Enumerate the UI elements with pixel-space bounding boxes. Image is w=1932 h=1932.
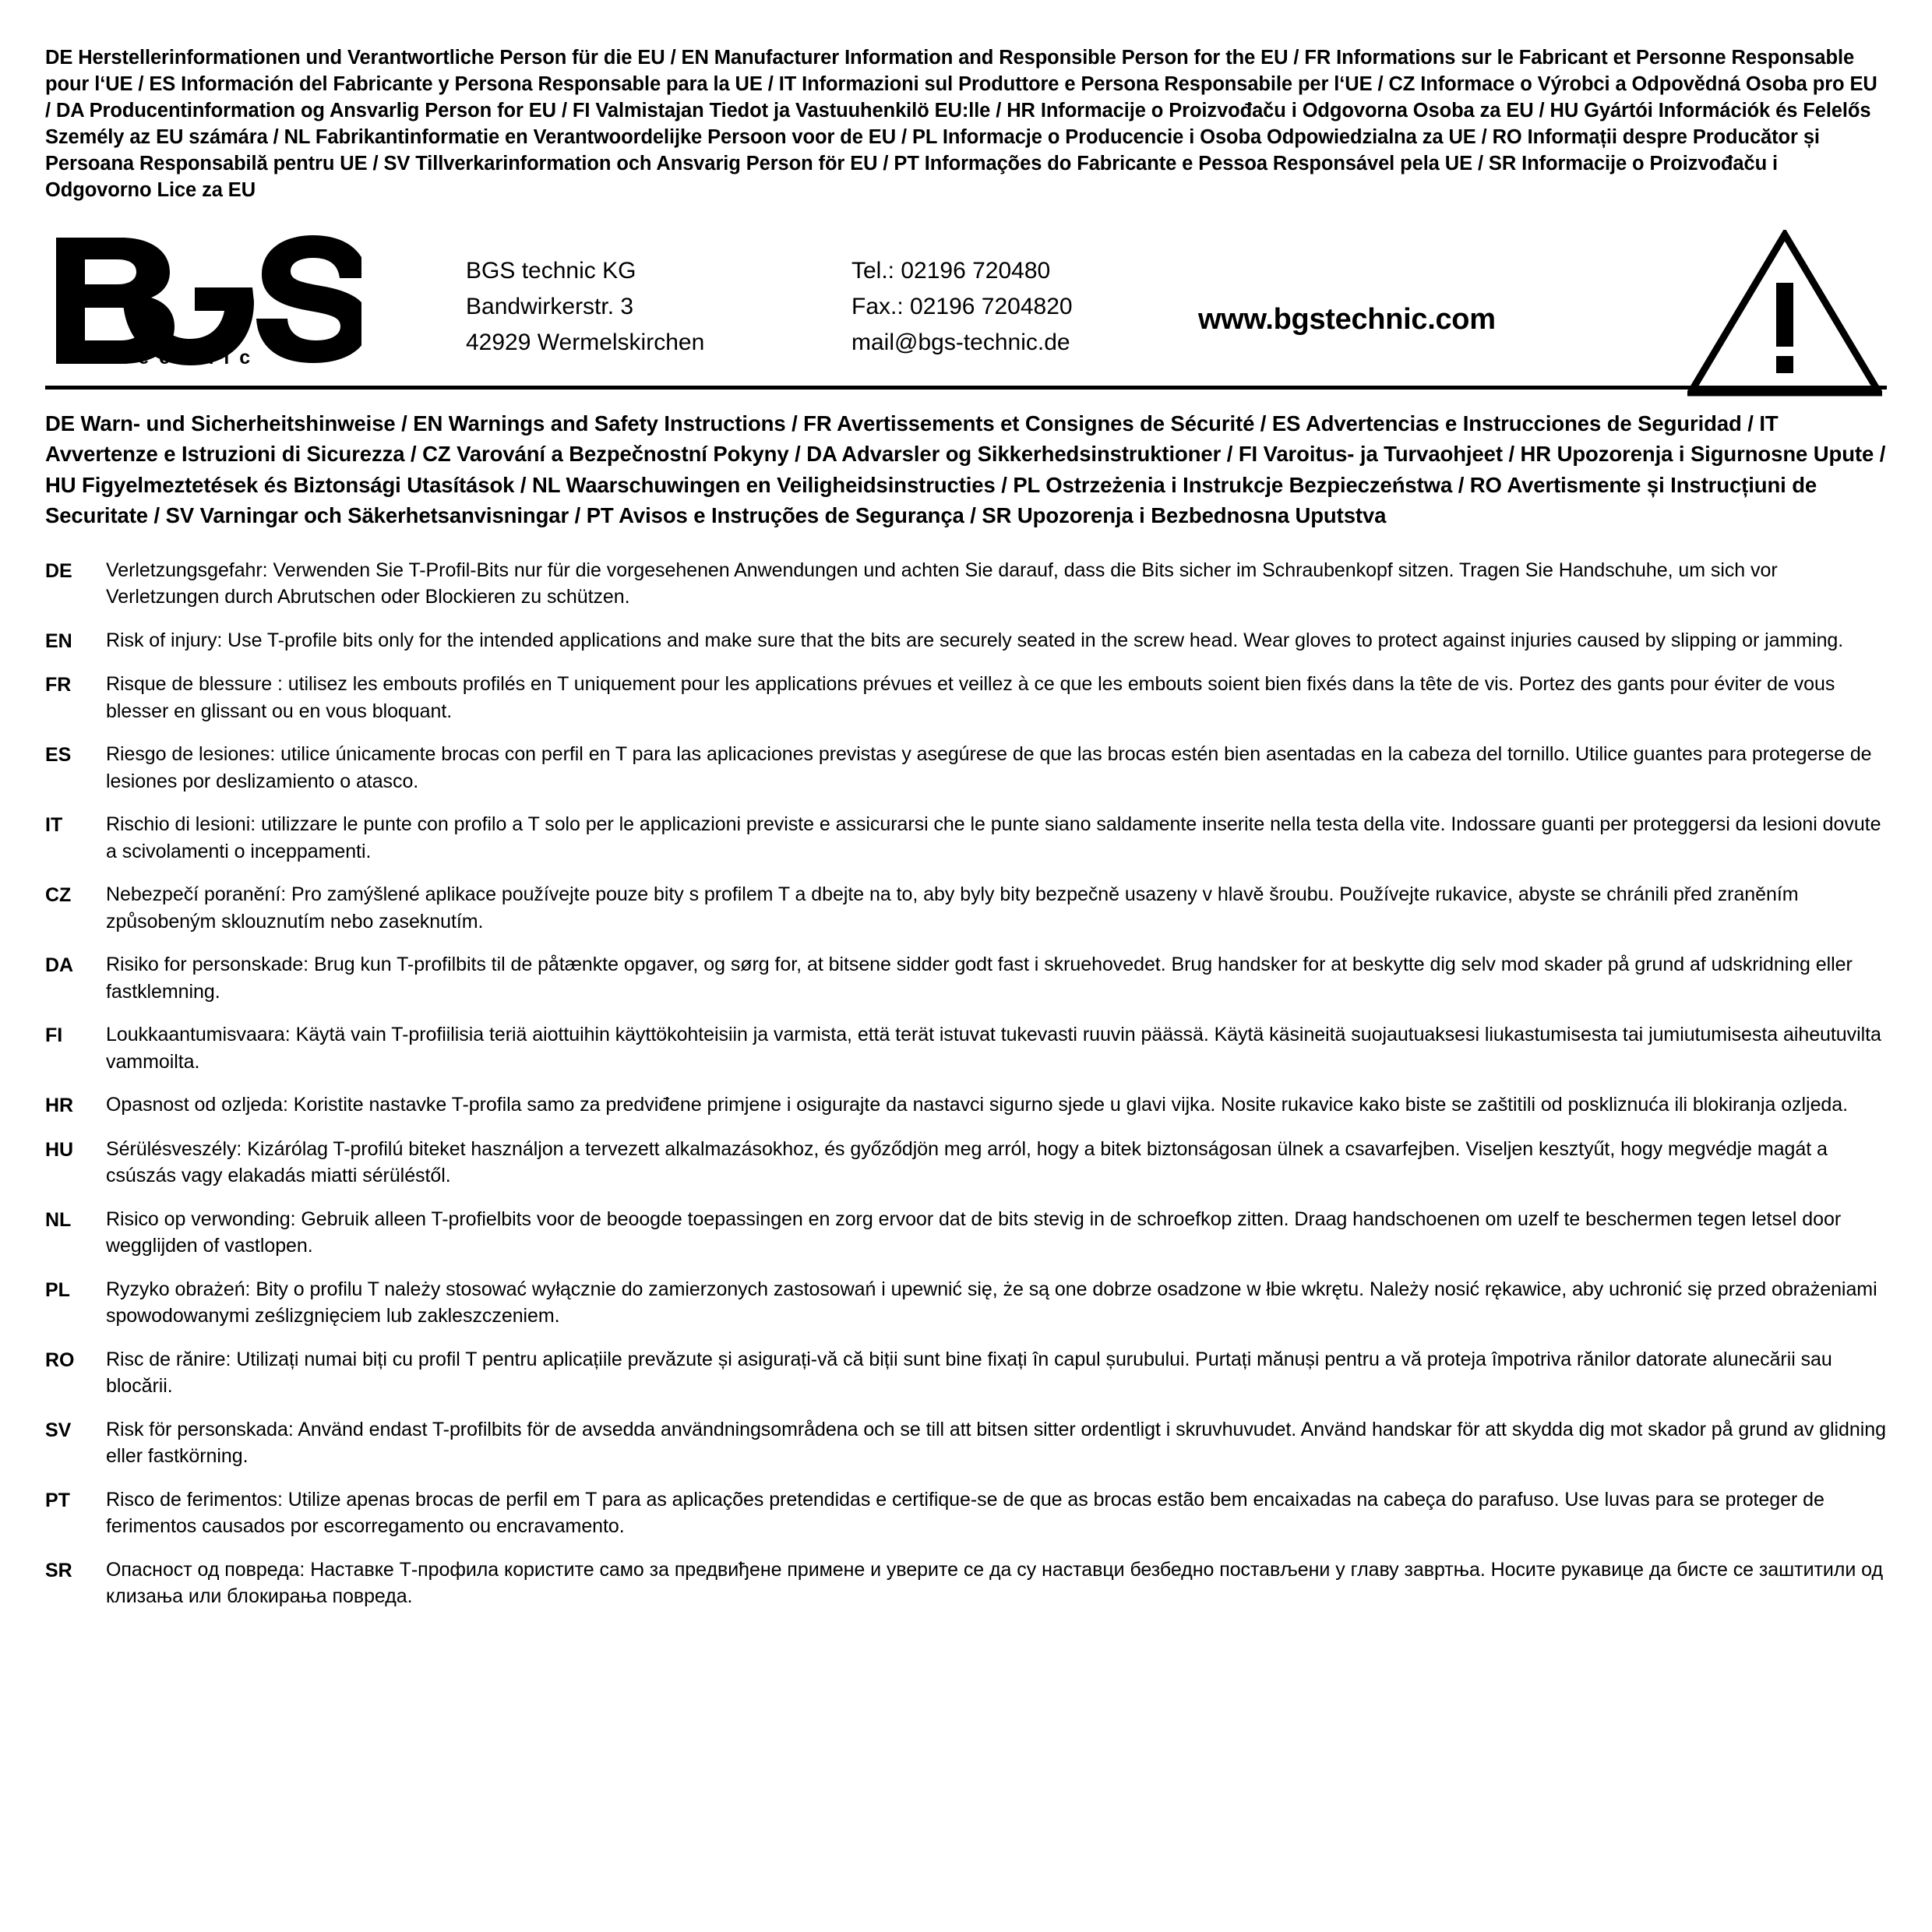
instruction-text: Ryzyko obrażeń: Bity o profilu T należy stosować wyłącznie do zamierzonych zastosowań i upewnić się, że są one dobrze osadzone w łbie wkrętu. Należy nosić rękawice, aby uchronić się przed obrażeniami spowodowanymi ześlizgnięciem lub zakleszczeniem. (106, 1278, 1877, 1327)
instruction-text: Verletzungsgefahr: Verwenden Sie T-Profil-Bits nur für die vorgesehenen Anwendungen und achten Sie darauf, dass die Bits sicher im Schraubenkopf sitzen. Tragen Sie Handschuhe, um sich vor Verletzungen durch Abrutschen oder Blockieren zu schützen. (106, 559, 1778, 608)
language-code: FI (45, 1024, 63, 1047)
instruction-text: Risk för personskada: Använd endast T-profilbits för de avsedda användningsområdena och se till att bitsen sitter ordentligt i skruvhuvudet. Använd handskar för att skydda dig mot skador på grund av glidning eller fastkörning. (106, 1418, 1886, 1468)
company-name: BGS technic KG (466, 258, 636, 284)
warnings-heading: DE Warn- und Sicherheitshinweise / EN Warnings and Safety Instructions / FR Avertissements et Consignes de Sécurité / ES Advertencias e Instrucciones de Seguridad / IT Avvertenze e Istruzioni di Sicurezza / CZ Varování a Bezpečnostní Pokyny / DA Advarsler og Sikkerhedsinstruktioner / FI Varoitus- ja Turvaohjeet / HR Upozorenja i Sigurnosne Upute / HU Figyelmeztetések és Biztonsági Utasítások / NL Waarschuwingen en Veiligheidsinstructies / PL Ostrzeżenia i Instrukcje Bezpieczeństwa / RO Avertismente și Instrucțiuni de Securitate / SV Varningar och Säkerhetsanvisningar / PT Avisos e Instruções de Segurança / SR Upozorenja i Bezbednosna Uputstva (45, 411, 1886, 527)
language-code: NL (45, 1208, 72, 1231)
instruction-text: Risc de rănire: Utilizați numai biți cu profil T pentru aplicațiile prevăzute și asigurați-vă că biții sunt bine fixați în capul șurubului. Purtați mănuși pentru a vă proteja împotriva rănilor datorate alunecării sau blocării. (106, 1348, 1832, 1398)
list-item (45, 741, 1887, 795)
list-item (45, 627, 1887, 655)
language-code: RO (45, 1349, 75, 1371)
instruction-text: Nebezpečí poranění: Pro zamýšlené aplikace používejte pouze bity s profilem T a dbejte na to, aby byly bity bezpečně usazeny v hlavě šroubu. Používejte rukavice, abyste se chránili před zraněním způsobeným sklouznutím nebo zaseknutím. (106, 883, 1799, 933)
list-item (45, 1346, 1887, 1400)
list-item (45, 671, 1887, 724)
instruction-text: Risco de ferimentos: Utilize apenas brocas de perfil em T para as aplicações pretendidas e certifique-se de que as brocas estão bem encaixadas na cabeça do parafuso. Use luvas para se proteger de ferimentos causados por escorregamento ou encravamento. (106, 1488, 1824, 1538)
manufacturer-info-heading: DE Herstellerinformationen und Verantwortliche Person für die EU / EN Manufacturer Information and Responsible Person for the EU / FR Informations sur le Fabricant et Personne Responsable pour l‘UE / ES Información del Fabricante y Persona Responsable para la UE / IT Informazioni sul Produttore e Persona Responsabile per l‘UE / CZ Informace o Výrobci a Odpovědná Osoba pro EU / DA Producentinformation og Ansvarlig Person for EU / FI Valmistajan Tiedot ja Vastuuhenkilö EU:lle / HR Informacije o Proizvođaču i Odgovorna Osoba za EU / HU Gyártói Információk és Felelős Személy az EU számára / NL Fabrikantinformatie en Verantwoordelijke Persoon voor de EU / PL Informacje o Producencie i Osoba Odpowiedzialna za UE / RO Informații despre Producător și Persoana Responsabilă pentru UE / SV Tillverkarinformation och Ansvarig Person för EU / PT Informações do Fabricante e Pessoa Responsável pela UE / SR Informacije o Proizvođaču i Odgovorno Lice za EU (45, 47, 1877, 201)
instruction-text: Risk of injury: Use T-profile bits only for the intended applications and make sure that the bits are securely seated in the screw head. Wear gloves to protect against injuries caused by slipping or jamming. (106, 629, 1844, 651)
list-item (45, 1276, 1887, 1330)
list-item (45, 1557, 1887, 1610)
language-code: PL (45, 1278, 70, 1301)
language-code: ES (45, 744, 72, 767)
list-item (45, 1416, 1887, 1470)
safety-instructions-list (45, 557, 1887, 1610)
list-item (45, 1486, 1887, 1540)
bgs-logo (50, 231, 361, 368)
instruction-text: Riesgo de lesiones: utilice únicamente brocas con perfil en T para las aplicaciones previstas y asegúrese de que las brocas estén bien asentadas en la cabeza del tornillo. Utilice guantes para protegerse de lesiones por deslizamiento o atasco. (106, 743, 1872, 792)
language-code: IT (45, 814, 63, 837)
language-code: HR (45, 1095, 74, 1117)
header-divider (45, 386, 1887, 390)
language-code: DA (45, 954, 74, 977)
language-code: PT (45, 1489, 70, 1511)
language-code: EN (45, 629, 72, 652)
language-code: HU (45, 1138, 74, 1161)
instruction-text: Loukkaantumisvaara: Käytä vain T-profiilisia teriä aiottuihin käyttökohteisiin ja varmista, että terät istuvat tukevasti ruuvin päässä. Käytä käsineitä suojautuaksesi liukastumisesta tai jumiutumisesta aiheutuvilta vammoilta. (106, 1024, 1881, 1073)
company-address (466, 253, 704, 360)
list-item (45, 1021, 1887, 1075)
language-code: FR (45, 674, 72, 696)
instruction-text: Risque de blessure : utilisez les embouts profilés en T uniquement pour les applications prévues et veillez à ce que les embouts soient bien fixés dans la tête de vis. Portez des gants pour éviter de vous blesser en glissant ou en vous bloquant. (106, 673, 1835, 722)
instruction-text: Opasnost od ozljeda: Koristite nastavke T-profila samo za predviđene primjene i osigurajte da nastavci sigurno sjede u glavi vijka. Nosite rukavice kako biste se zaštitili od posklizn​uća ili blokiranja ozljeda. (106, 1094, 1849, 1116)
company-fax: Fax.: 02196 7204820 (851, 294, 1073, 320)
svg-text:t e c h n i c: t e c h n i c (122, 347, 253, 368)
list-item (45, 1206, 1887, 1260)
company-header (45, 224, 1887, 386)
list-item (45, 1091, 1887, 1119)
company-website[interactable]: www.bgstechnic.com (1198, 303, 1496, 337)
list-item (45, 811, 1887, 865)
instruction-text: Опасност од повреда: Наставке Т-профила користите само за предвиђене примене и уверите се да су наставци безбедно постављени у главу завртња. Носите рукавице да бисте се заштитили од клизања или блокирања повреда. (106, 1558, 1883, 1608)
svg-text:®: ® (284, 236, 299, 260)
instruction-text: Risiko for personskade: Brug kun T-profilbits til de påtænkte opgaver, og sørg for, at bitsene sidder godt fast i skruehovedet. Brug handsker for at beskytte dig selv mod skader på grund af udskridning eller fastklemning. (106, 954, 1853, 1003)
instruction-text: Sérülésveszély: Kizárólag T-profilú biteket használjon a tervezett alkalmazásokhoz, és győződjön meg arról, hogy a bitek biztonságosan ülnek a csavarfejben. Viseljen kesztyűt, hogy megvédje magát a csúszás vagy elakadás miatti sérüléstől. (106, 1137, 1828, 1187)
company-tel: Tel.: 02196 720480 (851, 258, 1051, 284)
language-code: DE (45, 559, 72, 582)
company-email[interactable]: mail@bgs-technic.de (851, 329, 1070, 355)
company-city: 42929 Wermelskirchen (466, 329, 705, 355)
company-street: Bandwirkerstr. 3 (466, 294, 634, 320)
language-code: SV (45, 1419, 72, 1441)
language-code: SR (45, 1559, 72, 1581)
list-item (45, 1136, 1887, 1190)
instruction-text: Risico op verwonding: Gebruik alleen T-profielbits voor de beoogde toepassingen en zorg ervoor dat de bits stevig in de schroefkop zitten. Draag handschoenen om uzelf te beschermen tegen letsel door wegglijden of vastlopen. (106, 1208, 1842, 1257)
company-contact (851, 253, 1073, 360)
list-item (45, 951, 1887, 1005)
language-code: CZ (45, 884, 72, 907)
list-item (45, 881, 1887, 935)
list-item (45, 557, 1887, 611)
instruction-text: Rischio di lesioni: utilizzare le punte con profilo a T solo per le applicazioni previste e assicurarsi che le punte siano saldamente inserite nella testa della vite. Indossare guanti per proteggersi da lesioni dovute a scivolamenti o inceppamenti. (106, 813, 1881, 862)
warning-triangle-icon (1687, 230, 1882, 397)
